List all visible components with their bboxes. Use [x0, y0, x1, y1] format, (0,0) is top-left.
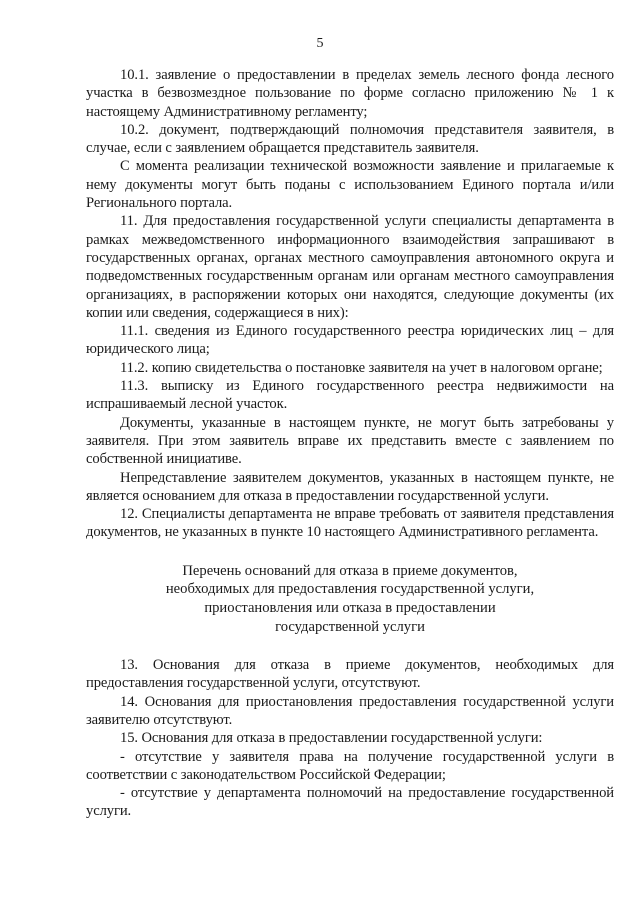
paragraph-12: 12. Специалисты департамента не вправе требовать от заявителя представления документов, не указанных в пункте 10 настоящего Административного регламента. — [86, 506, 614, 541]
paragraph-11-3: 11.3. выписку из Единого государственного реестра недвижимости на испрашиваемый лесной участок. — [86, 378, 614, 413]
heading-line: Перечень оснований для отказа в приеме документов, — [182, 562, 518, 579]
page-number: 5 — [316, 36, 324, 51]
paragraph-documents-note: Документы, указанные в настоящем пункте, не могут быть затребованы у заявителя. При этом заявитель вправе их представить вместе с заявлением по собственной инициативе. — [86, 414, 614, 468]
paragraph-nonsubmission: Непредставление заявителем документов, указанных в настоящем пункте, не является основанием для отказа в предоставлении государственной услуги. — [86, 469, 614, 504]
paragraph-portal: С момента реализации технической возможности заявление и прилагаемые к нему документы могут быть поданы с использованием Единого портала и/или Регионального портала. — [86, 158, 614, 212]
paragraph-11-2: 11.2. копию свидетельства о постановке заявителя на учет в налоговом органе; — [120, 359, 603, 376]
paragraph-15-item-2: - отсутствие у департамента полномочий на предоставление государственной услуги. — [86, 785, 614, 820]
paragraph-11: 11. Для предоставления государственной услуги специалисты департамента в рамках межведомственного информационного взаимодействия запрашивают в государственных органах, органах местного самоуправления автономного округа и подведомственных государственным органам или органам местного самоуправления организациях, в распоряжении которых они находятся, следующие документы (их копии или сведения, содержащиеся в них): — [86, 213, 614, 321]
document-body — [86, 66, 614, 821]
paragraph-13: 13. Основания для отказа в приеме документов, необходимых для предоставления государственной услуги, отсутствуют. — [86, 657, 614, 692]
heading-line: государственной услуги — [275, 618, 425, 635]
paragraph-15-item-1: - отсутствие у заявителя права на получение государственной услуги в соответствии с законодательством Российской Федерации; — [86, 748, 614, 783]
paragraph-10-2: 10.2. документ, подтверждающий полномочия представителя заявителя, в случае, если с заявлением обращается представитель заявителя. — [86, 121, 614, 157]
paragraph-15: 15. Основания для отказа в предоставлении государственной услуги: — [120, 730, 543, 747]
heading-line: приостановления или отказа в предоставлении — [204, 599, 496, 616]
paragraph-10-1: 10.1. заявление о предоставлении в пределах земель лесного фонда лесного участка в безвозмездное пользование по форме согласно приложению № 1 к настоящему Административному регламенту; — [86, 67, 614, 120]
paragraph-11-1: 11.1. сведения из Единого государственного реестра юридических лиц – для юридического лица; — [86, 323, 614, 358]
paragraph-14: 14. Основания для приостановления предоставления государственной услуги заявителю отсутствуют. — [86, 693, 614, 728]
heading-line: необходимых для предоставления государственной услуги, — [165, 581, 535, 598]
section-heading — [86, 562, 614, 636]
